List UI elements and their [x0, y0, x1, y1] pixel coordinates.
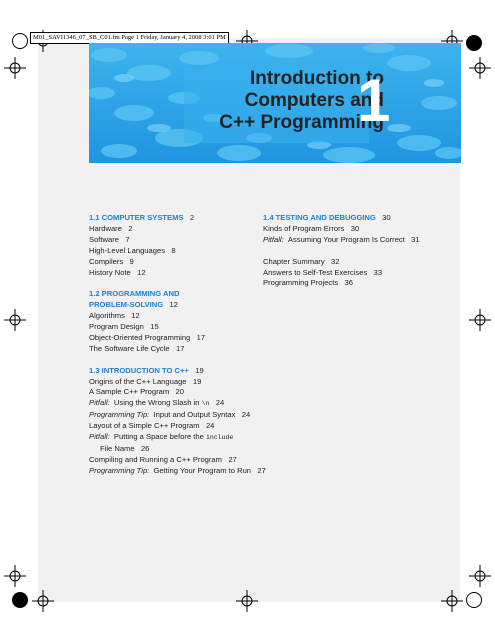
toc-entry: Kinds of Program Errors 30 — [263, 223, 360, 233]
crosshair-icon — [32, 590, 54, 612]
toc-entry: High-Level Languages 8 — [89, 245, 176, 255]
print-slug: M01_SAVI1346_07_SB_C01.fm Page 1 Friday, January 4, 2008 3:01 PM — [30, 32, 229, 44]
registration-dot-icon — [12, 592, 28, 608]
toc-entry: Compilers 9 — [89, 256, 134, 266]
toc-entry: History Note 12 — [89, 267, 146, 277]
chapter-title-line: C++ Programming — [219, 112, 384, 133]
registration-circle-icon — [12, 33, 28, 49]
toc-entry: Programming Tip: Getting Your Program to Run 27 — [89, 465, 266, 475]
toc-entry: Origins of the C++ Language 19 — [89, 376, 202, 386]
toc-entry: Chapter Summary 32 — [263, 256, 340, 266]
toc-entry: Pitfall: Putting a Space before the include — [89, 432, 234, 442]
crosshair-icon — [469, 565, 491, 587]
toc-entry: Pitfall: Using the Wrong Slash in \n 24 — [89, 398, 225, 408]
toc-right-column — [263, 213, 420, 289]
section-heading: 1.4 TESTING AND DEBUGGING 30 — [263, 213, 391, 222]
section-heading: 1.3 INTRODUCTION TO C++ 19 — [89, 365, 204, 375]
toc-entry: Programming Projects 36 — [263, 278, 353, 288]
crosshair-icon — [236, 590, 258, 612]
section-heading: PROBLEM-SOLVING 12 — [89, 300, 178, 310]
toc-entry: Pitfall: Assuming Your Program Is Correct 31 — [263, 234, 420, 244]
toc-entry: Hardware 2 — [89, 223, 133, 233]
crosshair-icon — [469, 309, 491, 331]
toc-left-column — [89, 213, 266, 477]
crosshair-icon — [4, 309, 26, 331]
toc-entry: The Software Life Cycle 17 — [89, 343, 185, 353]
toc-entry: Object-Oriented Programming 17 — [89, 332, 206, 342]
toc-entry: Program Design 15 — [89, 322, 159, 332]
toc-entry-continuation: File Name 26 — [100, 444, 150, 453]
registration-circle-icon — [466, 592, 482, 608]
section-heading: 1.1 COMPUTER SYSTEMS 2 — [89, 213, 195, 222]
toc-entry: Software 7 — [89, 234, 130, 244]
toc-entry: A Sample C++ Program 20 — [89, 387, 184, 397]
registration-dot-icon — [466, 35, 482, 51]
crosshair-icon — [4, 565, 26, 587]
section-heading: 1.2 PROGRAMMING AND — [89, 289, 180, 299]
crosshair-icon — [4, 57, 26, 79]
crosshair-icon — [441, 590, 463, 612]
chapter-title-line: Introduction to — [249, 68, 384, 89]
toc-entry: Layout of a Simple C++ Program 24 — [89, 421, 215, 431]
toc-entry: Answers to Self-Test Exercises 33 — [263, 267, 383, 277]
toc-entry: Algorithms 12 — [89, 311, 140, 321]
chapter-title-line: Computers and — [244, 90, 384, 111]
toc-entry: Programming Tip: Input and Output Syntax 24 — [89, 410, 251, 420]
toc-entry: Compiling and Running a C++ Program 27 — [89, 454, 237, 464]
crosshair-icon — [469, 57, 491, 79]
chapter-number: 1 — [357, 67, 391, 134]
